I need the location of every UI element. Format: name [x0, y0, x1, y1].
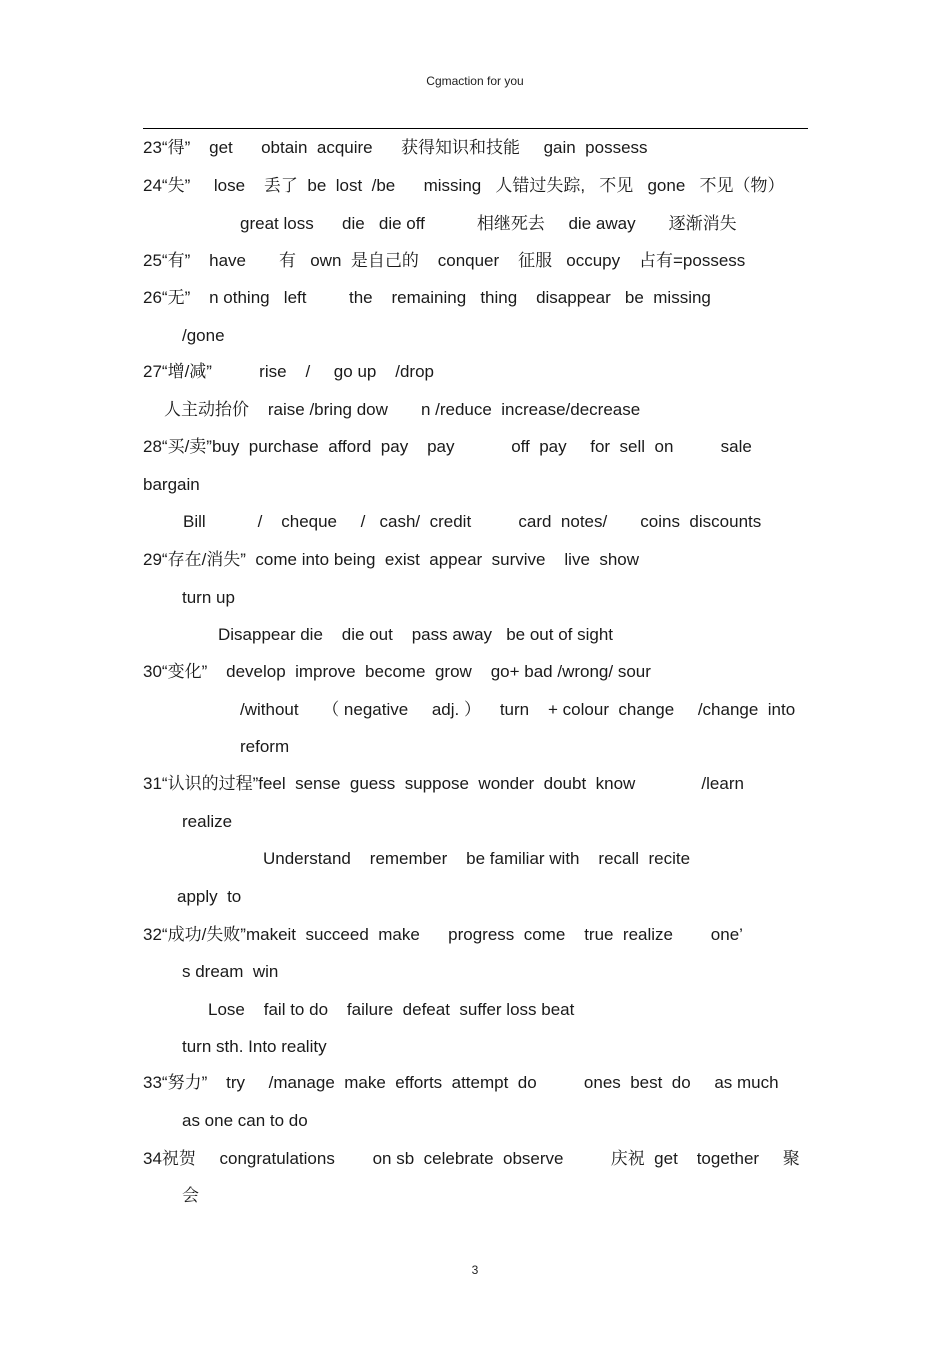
- page-header: Cgmaction for you: [426, 74, 524, 88]
- text-line: 29“存在/消失” come into being exist appear survive live show: [143, 550, 640, 569]
- text-line: 25“有” have 有 own 是自己的 conquer 征服 occupy 占有=possess: [143, 251, 746, 270]
- text-line: 23“得” get obtain acquire 获得知识和技能 gain possess: [143, 138, 648, 157]
- text-line: 26“无” n othing left the remaining thing disappear be missing: [143, 288, 711, 307]
- text-line: bargain: [143, 475, 200, 494]
- text-line: Bill / cheque / cash/ credit card notes/ coins discounts: [183, 512, 762, 531]
- text-line: realize: [182, 812, 233, 831]
- text-line: great loss die die off 相继死去 die away 逐渐消失: [240, 214, 737, 233]
- text-line: Disappear die die out pass away be out of sight: [218, 625, 614, 644]
- page-number: 3: [471, 1263, 479, 1277]
- text-line: turn up: [182, 588, 235, 607]
- text-line: 28“买/卖”buy purchase afford pay pay off pay for sell on sale: [143, 437, 752, 456]
- text-line: 34祝贺 congratulations on sb celebrate observe 庆祝 get together 聚: [143, 1149, 800, 1168]
- text-line: 人主动抬价 raise /bring dow n /reduce increase/decrease: [164, 400, 641, 419]
- text-line: Lose fail to do failure defeat suffer loss beat: [208, 1000, 575, 1019]
- text-line: turn sth. Into reality: [182, 1037, 327, 1056]
- text-line: apply to: [177, 887, 242, 906]
- text-line: 会: [182, 1186, 199, 1205]
- text-line: /without （ negative adj. ） turn + colour change /change into: [240, 700, 796, 719]
- text-line: /gone: [182, 326, 225, 345]
- text-line: 33“努力” try /manage make efforts attempt do ones best do as much: [143, 1073, 779, 1092]
- text-line: 24“失” lose 丢了 be lost /be missing 人错过失踪, 不见 gone 不见（物）: [143, 176, 785, 195]
- text-line: 32“成功/失败”makeit succeed make progress come true realize one’: [143, 925, 743, 944]
- header-rule: [143, 128, 808, 129]
- text-line: s dream win: [182, 962, 279, 981]
- text-line: reform: [240, 737, 290, 756]
- text-line: 27“增/减” rise / go up /drop: [143, 362, 434, 381]
- text-line: as one can to do: [182, 1111, 308, 1130]
- text-line: Understand remember be familiar with recall recite: [263, 849, 691, 868]
- text-line: 31“认识的过程”feel sense guess suppose wonder doubt know /learn: [143, 774, 744, 793]
- text-line: 30“变化” develop improve become grow go+ bad /wrong/ sour: [143, 662, 651, 681]
